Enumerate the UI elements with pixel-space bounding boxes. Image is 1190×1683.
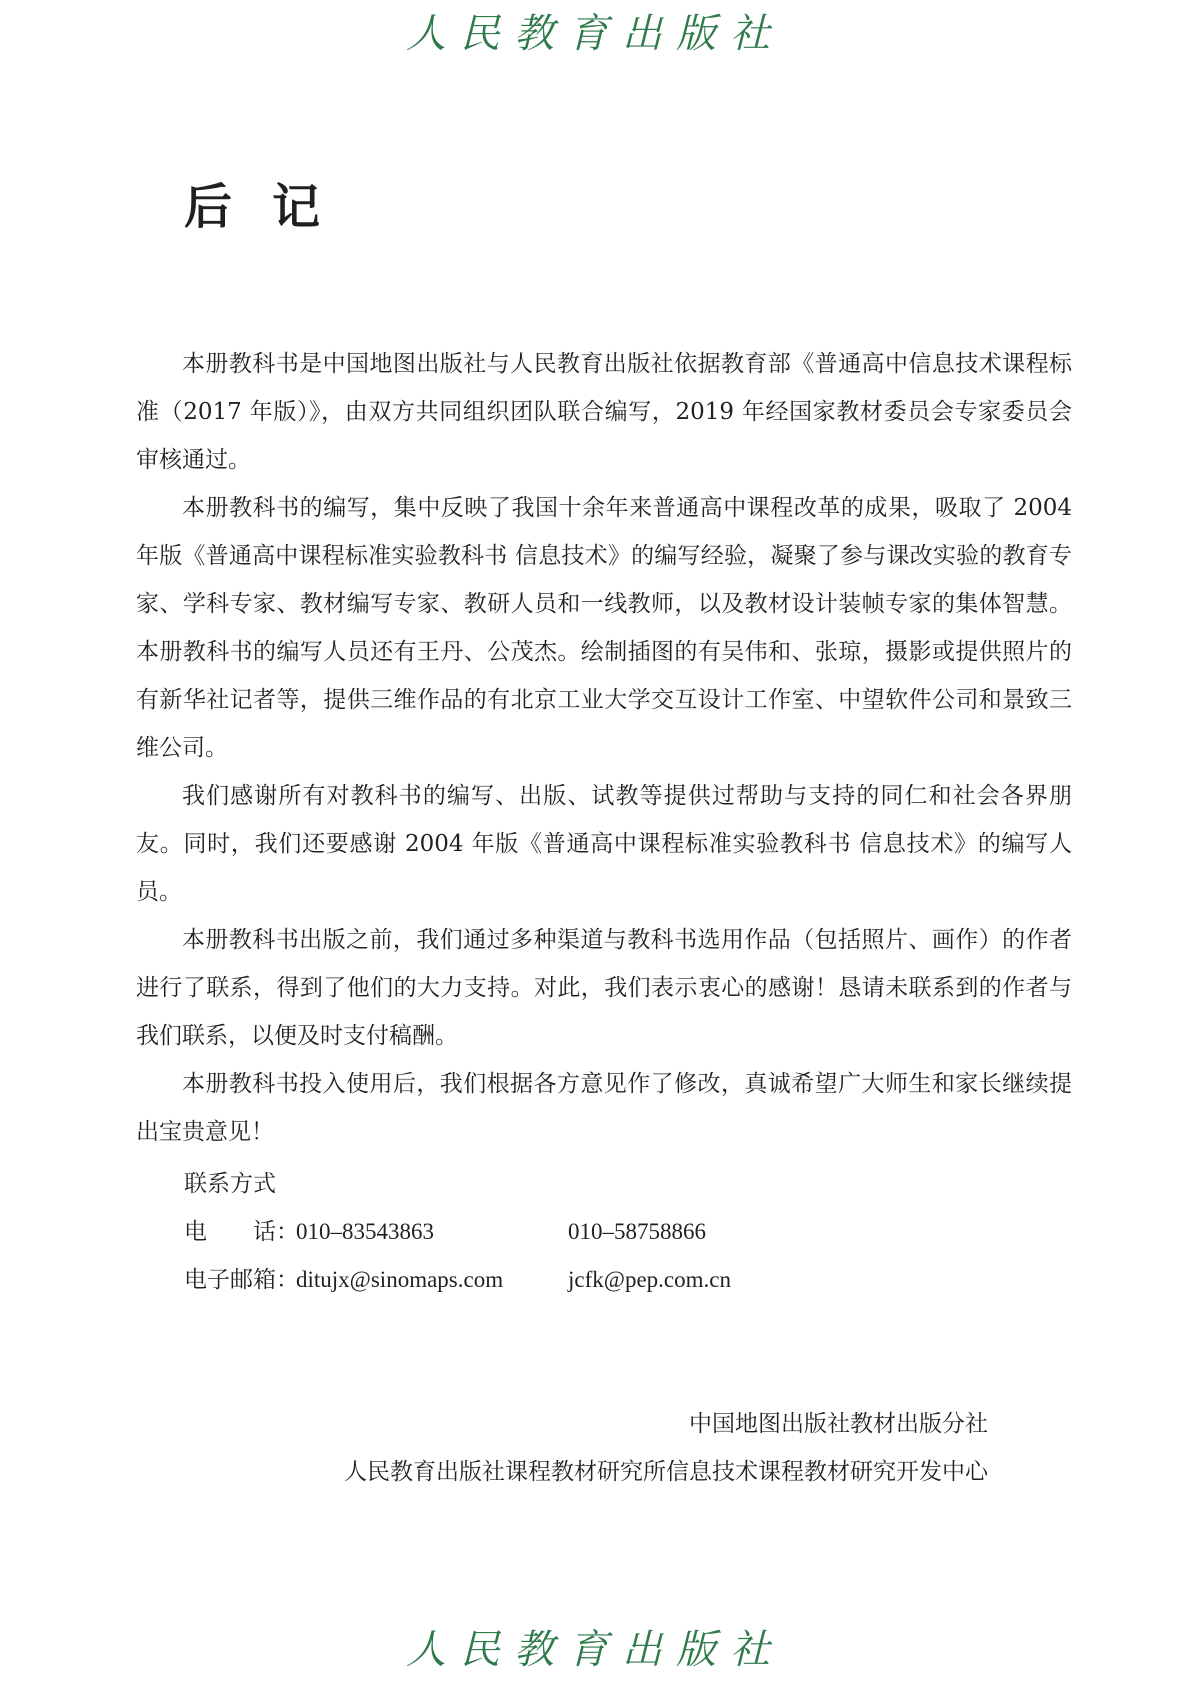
email-row [184,1256,731,1304]
signature-line-2: 人民教育出版社课程教材研究所信息技术课程教材研究开发中心 [344,1459,988,1485]
phone-1: 010–83543863 [296,1219,434,1244]
publisher-logo-header: 人民教育出版社 [406,11,784,57]
signature-line-1: 中国地图出版社教材出版分社 [689,1411,988,1437]
signature [344,1400,988,1496]
phone-2: 010–58758866 [568,1219,706,1244]
email-label: 电子邮箱： [184,1267,299,1293]
paragraph: 本册教科书出版之前，我们通过多种渠道与教科书选用作品（包括照片、画作）的作者进行了联系，得到了他们的大力支持。对此，我们表示衷心的感谢！恳请未联系到的作者与我们联系，以便及时支付稿酬。 [136,927,1072,1049]
email-2: jcfk@pep.com.cn [568,1267,731,1292]
contact-info [184,1160,731,1304]
publisher-logo-footer: 人民教育出版社 [406,1627,784,1673]
paragraph: 本册教科书是中国地图出版社与人民教育出版社依据教育部《普通高中信息技术课程标准（2017 年版）》，由双方共同组织团队联合编写，2019 年经国家教材委员会专家委员会审核通过。 [136,351,1072,473]
contact-heading: 联系方式 [184,1171,276,1197]
paragraph: 我们感谢所有对教科书的编写、出版、试教等提供过帮助与支持的同仁和社会各界朋友。同时，我们还要感谢 2004 年版《普通高中课程标准实验教科书 信息技术》的编写人员。 [136,783,1072,905]
paragraph: 本册教科书投入使用后，我们根据各方意见作了修改，真诚希望广大师生和家长继续提出宝贵意见！ [136,1071,1072,1145]
email-1: ditujx@sinomaps.com [296,1267,504,1292]
paragraph: 本册教科书的编写，集中反映了我国十余年来普通高中课程改革的成果，吸取了 2004 年版《普通高中课程标准实验教科书 信息技术》的编写经验，凝聚了参与课改实验的教育专家、学科专家、教材编写专家、教研人员和一线教师，以及教材设计装帧专家的集体智慧。本册教科书的编写人员还有王丹、公茂杰。绘制插图的有吴伟和、张琼，摄影或提供照片的有新华社记者等，提供三维作品的有北京工业大学交互设计工作室、中望软件公司和景致三维公司。 [136,495,1072,761]
phone-label: 电 话： [184,1219,299,1245]
phone-row [184,1208,731,1256]
afterword-body [136,340,1072,1156]
page-title: 后记 [184,179,361,235]
